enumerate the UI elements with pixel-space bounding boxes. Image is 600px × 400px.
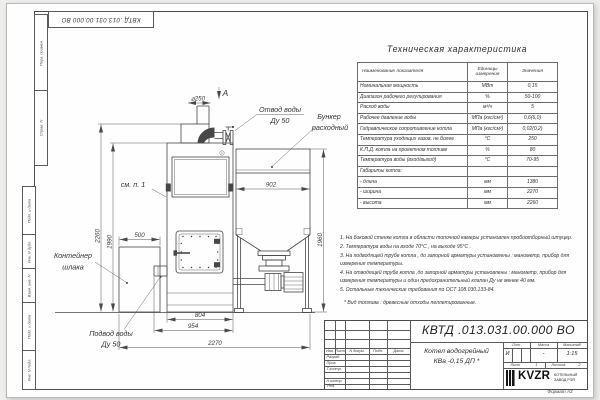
bunker-label-2: расходный [311, 123, 349, 132]
cell-name: Гидравлическое сопротивление котла [358, 124, 468, 135]
sheet-label: Лист [510, 363, 521, 367]
cell-value: 250 [508, 134, 558, 145]
water-outlet-valve [223, 126, 234, 145]
sheets-cell [545, 362, 587, 368]
view-a-label: А [222, 88, 229, 98]
kvzr-logo-text: KVZR [518, 370, 551, 382]
cell-name: Температура уходящих газов, не более [358, 134, 468, 145]
cell-unit [468, 166, 508, 177]
sheet-number: 1 [535, 363, 538, 367]
note-item: 1. На боковой стенке котла в области топочной камеры установлен пробоотборный штуцер. [340, 235, 573, 241]
tech-table-title: Техническая характеристика [386, 44, 528, 54]
cell-value: 80 [508, 145, 558, 156]
margin-box-podp-data-1 [22, 186, 36, 236]
sheets-label: Листов [551, 363, 566, 367]
cell-name: - ширина [358, 187, 468, 198]
role-nkontr: Н.контр. [326, 378, 343, 383]
cell-unit: °С [468, 156, 508, 167]
lower-door [174, 231, 224, 273]
rev-header-list: Лист [335, 348, 345, 353]
cell-unit: МПа (кгс/см²) [468, 124, 508, 135]
table-row [358, 82, 558, 93]
cell-value: 70-95 [508, 156, 558, 167]
cell-unit: % [468, 145, 508, 156]
bunker-label-1: Бункер [317, 112, 341, 121]
note-item: 2. Температура воды на входе 70°С , на выходе 95°С . [340, 244, 472, 251]
product-name-line-1: Котел водогрейный [424, 348, 489, 355]
dim-500: 500 [134, 232, 145, 239]
col-header-name: Наименование показателя [358, 63, 468, 82]
margin-label: Инв. N дубл. [26, 240, 32, 264]
table-row [358, 92, 558, 103]
table-row [358, 187, 558, 198]
technical-notes [340, 235, 575, 310]
outlet-elbow [198, 128, 215, 144]
role-tkontr: Т.контр. [326, 366, 342, 371]
water-outlet-label-1: Отвод воды [259, 105, 301, 114]
fuel-type-note: * Вид топлива : древесные отходы пеллетированные. [344, 300, 477, 307]
cell-unit: % [468, 92, 508, 103]
margin-label: Подп. и дата [26, 198, 32, 224]
scale-header: Масштаб [563, 342, 581, 347]
cell-value: 0,02(0,2) [508, 124, 558, 135]
cell-unit: мм [468, 198, 508, 209]
cell-name: - длина [358, 177, 468, 188]
cell-unit: МПа (кгс/см²) [468, 113, 508, 124]
cell-value: 5 [508, 103, 558, 114]
cell-value: 0,15 [508, 82, 558, 93]
hopper-cone [236, 235, 310, 251]
cell-unit: мм [468, 177, 508, 188]
dim-2260: 2260 [94, 229, 102, 243]
tech-header-row [358, 63, 558, 82]
water-outlet-label-2: Ду 50 [270, 116, 290, 125]
margin-label: Подп. и дата [26, 314, 32, 340]
note-item: 4. На отводящей трубе котла ,до запорной арматуры установлены : манометр, прибор для измерения температуры и один предохранительный клапан Ду не менее 40 мм. [340, 270, 567, 284]
cell-value: 0,6(6,0) [508, 113, 558, 124]
dim-1960: 1960 [316, 233, 324, 247]
margin-box-inv-dubl [22, 234, 36, 270]
top-doc-number-box [48, 11, 154, 28]
cell-value: 2260 [508, 198, 558, 209]
table-row [358, 166, 558, 177]
cell-value [508, 166, 558, 177]
water-inlet-stub [154, 266, 167, 276]
table-row [358, 103, 558, 114]
role-utv: Утв. [326, 384, 336, 389]
cell-name: Температура воды (вход/выход) [358, 156, 468, 167]
company-line-1: КОТЕЛЬНЫЙ [554, 373, 578, 377]
format-label: Формат А3 [547, 389, 573, 394]
cell-value: 1380 [508, 177, 558, 188]
cell-name: Расход воды [358, 103, 468, 114]
mass-value: - [542, 351, 545, 357]
margin-label: Перв. примен. [38, 40, 44, 66]
slag-container [95, 247, 160, 312]
upper-door [166, 157, 233, 197]
rev-header-dokum: N докум. [349, 348, 365, 353]
table-row [358, 113, 558, 124]
cell-name: Габариты котла: [358, 166, 468, 177]
mass-header: Масса [537, 342, 550, 347]
cell-unit: мм [468, 187, 508, 198]
kvzr-logo-mark [506, 370, 515, 386]
lit-value: И [505, 351, 510, 357]
product-name-line-2: КВа -0,15 ДП * [433, 357, 480, 365]
table-row [358, 177, 558, 188]
margin-box-inv-podl [22, 350, 36, 390]
rev-header-data: Дата [393, 348, 404, 353]
kvzr-company-sub [554, 373, 577, 383]
margin-label: Справ. N [38, 119, 44, 137]
table-row [358, 198, 558, 209]
cell-name: Номинальная мощность [358, 82, 468, 93]
cell-unit: МВт [468, 82, 508, 93]
margin-box-podp-data-2 [22, 302, 36, 352]
fuel-bunker [233, 149, 312, 313]
cell-value: 50-100 [508, 92, 558, 103]
boiler-assembly-drawing [40, 80, 352, 360]
margin-box-vzam-inv [22, 268, 36, 304]
title-block-doc-number: КВТД .013.031.00.000 ВО [422, 323, 575, 337]
margin-label: Инв. N подл. [26, 358, 32, 382]
table-row [358, 124, 558, 135]
table-row [358, 156, 558, 167]
cell-value: 2270 [508, 187, 558, 198]
dim-2270: 2270 [208, 340, 222, 347]
dim-1990: 1990 [106, 235, 114, 249]
lit-header: Лит. [512, 342, 521, 347]
dim-804: 804 [194, 312, 206, 319]
table-row [358, 145, 558, 156]
door-bolts [181, 236, 219, 268]
margin-label: Взам. инв. N [26, 274, 32, 298]
dim-flue-diameter: ⌀250 [190, 95, 206, 103]
dim-902: 902 [265, 181, 277, 189]
scale-value: 1:15 [566, 351, 578, 357]
rev-header-izm: Изм. [325, 348, 335, 353]
company-line-2: ЗАВОД РЭП [554, 377, 576, 382]
flue-pipe [197, 106, 209, 124]
role-razrab: Разраб. [326, 354, 341, 359]
cell-name: Диапазон рабочего регулирования [358, 92, 468, 103]
view-a-marker [219, 87, 229, 99]
slag-container-label-2: шлака [62, 262, 84, 272]
water-inlet-label-1: Подвод воды [89, 329, 133, 338]
rev-header-podp: Подп. [372, 348, 384, 353]
screw-feeder [233, 273, 303, 293]
cell-name: - высота [358, 198, 468, 209]
table-row [358, 134, 558, 145]
cell-unit: °С [468, 134, 508, 145]
cell-unit: м³/ч [468, 103, 508, 114]
slag-container-label-1: Контейнер [53, 251, 93, 260]
title-block [324, 320, 588, 390]
dim-954: 954 [187, 323, 199, 330]
water-inlet-label-2: Ду 50 [101, 339, 121, 349]
tech-table [357, 62, 558, 209]
cell-name: К.П.Д. котла на проектном топливе [358, 145, 468, 156]
col-header-units: Единицы измерения [468, 63, 508, 82]
sheets-total: 2 [578, 363, 581, 367]
note-item: 5. Остальные технические требования по ОСТ 108.030.133-84. [340, 286, 495, 293]
sheet-cell [503, 362, 545, 368]
cell-name: Рабочее давление воды [358, 113, 468, 124]
role-prov: Пров. [326, 360, 337, 365]
note-item: 3. На подводящей трубе котла , до запорной арматуры установлены : манометр, прибор для измерения температуры. [340, 253, 570, 267]
col-header-value: Значения [508, 63, 558, 82]
top-doc-number: КВТД .013.031.00.000 ВО [61, 16, 141, 23]
boiler-body [154, 106, 234, 312]
see-note-label: см. п. 1 [120, 180, 146, 189]
